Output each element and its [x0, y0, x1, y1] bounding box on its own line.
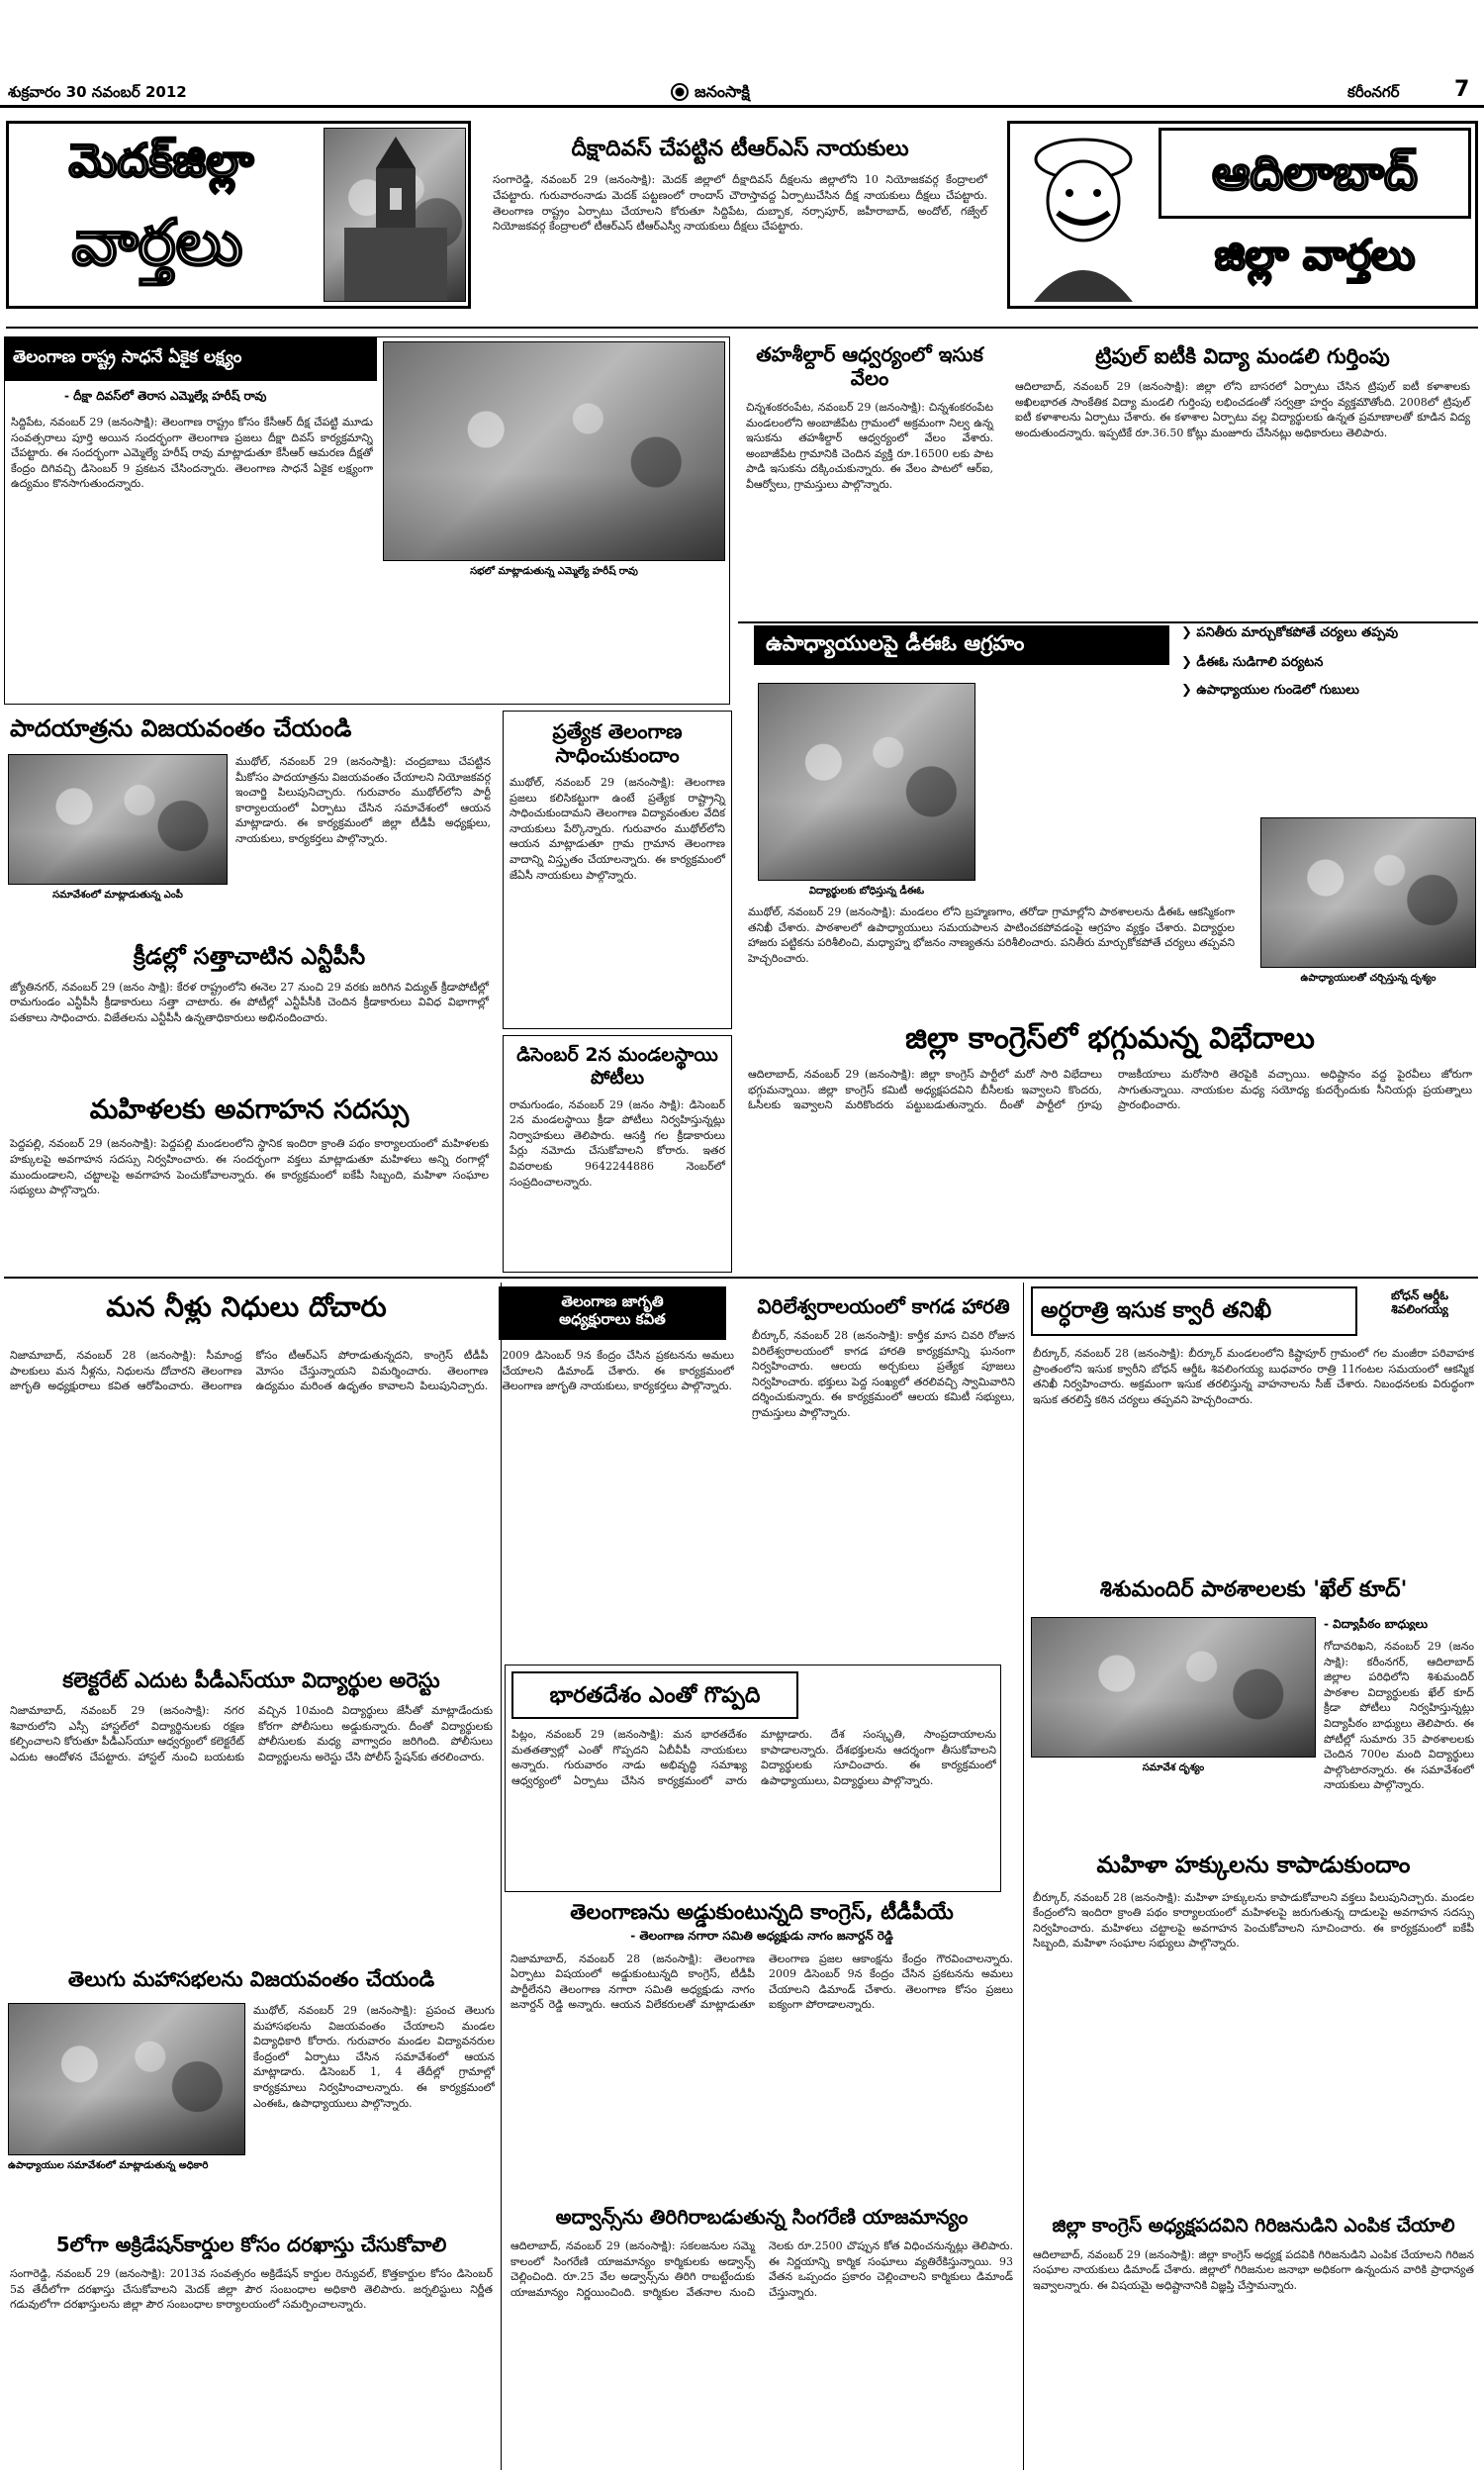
article-women-awareness [4, 1089, 495, 1273]
article-india-great [505, 1665, 1001, 1892]
article-subheadline: - విద్యాపీఠం బాధ్యులు [1324, 1617, 1429, 1631]
article-headline: జిల్లా కాంగ్రెస్ అధ్యక్షపదవిని గిరిజనుడిని ఎంపిక చేయాలి [1052, 2215, 1455, 2236]
article-headline: క్రీడల్లో సత్తాచాటిన ఎన్టీపీసీ [133, 944, 366, 970]
article-body: ముథోల్, నవంబర్ 29 (జనంసాక్షి): మండలం లోని బ్రహ్మణగాం, తరోడా గ్రామాల్లోని పాఠశాలలను డీఈఓ ఆకస్మికంగా తనిఖీ చేశారు. పాఠశాలలో ఉపాధ్యాయులు సమయపాలన పాటించకపోవడంపై ఆగ్రహం వ్యక్తం చేశారు. విద్యార్థుల హాజరు పట్టికను పరిశీలించి, మధ్యాహ్న భోజనం నాణ్యతను పరిశీలించారు. పనితీరు మార్చుకోకపోతే చర్యలు తప్పవని హెచ్చరించారు. [748, 905, 1235, 965]
article-body: జ్యోతినగర్, నవంబర్ 29 (జనం సాక్షి): కేరళ రాష్ట్రంలోని ఈనెల 27 నుంచి 29 వరకు జరిగిన విద్యుత్ క్రీడాపోటీల్లో రామగుండం ఎన్టీపీసీ క్రీడాకారులు సత్తా చాటారు. ఈ పోటీల్లో ఎన్టీపీసీకి చెందిన క్రీడాకారులు వివిధ విభాగాల్లో పతకాలు సాధించారు. విజేతలను ఎన్టీపీసీ ఉన్నతాధికారులు అభినందించారు. [10, 980, 489, 1024]
church-icon [325, 129, 466, 302]
arrow-icon: ❯ [1181, 683, 1197, 698]
col-rule-right [738, 621, 1478, 623]
article-blocking-telangana [505, 1896, 1019, 2193]
page-number: 7 [1454, 77, 1470, 102]
side-label-line2: శివలింగయ్య [1391, 1302, 1448, 1317]
arrow-icon: ❯ [1181, 655, 1197, 670]
article-tribal-president [1027, 2209, 1480, 2466]
bullet-list [1181, 625, 1478, 711]
article-photo-1 [758, 683, 975, 881]
masthead-rule [0, 105, 1484, 108]
medak-church-photo [324, 128, 466, 302]
article-headline: పాదయాత్రను విజయవంతం చేయండి [10, 714, 352, 742]
article-photo [383, 341, 725, 561]
article-body: బీర్కూర్, నవంబర్ 28 (జనంసాక్షి): బీర్కూర్ మండలంలోని కిష్టాపూర్ గ్రామంలో గల మంజీరా పరివాహక ప్రాంతంలోని ఇసుక క్వారీని బోధన్ ఆర్డీఓ శివలింగయ్య బుధవారం రాత్రి 11గంటల సమయంలో ఆకస్మిక తనిఖీ నిర్వహించారు. అక్రమంగా ఇసుక తరలిస్తున్న వాహనాలను సీజ్ చేశారు. నిబంధనలకు విరుద్ధంగా ఇసుక తరలిస్తే కఠిన చర్యలు తప్పవని హెచ్చరించారు. [1033, 1347, 1474, 1406]
mid-rule [4, 1277, 1478, 1279]
bullet-item: ❯ పనితీరు మార్చుకోకపోతే చర్యలు తప్పవు [1181, 625, 1399, 640]
article-body: ఆదిలాబాద్, నవంబర్ 29 (జనంసాక్షి): జిల్లా కాంగ్రెస్ అధ్యక్ష పదవికి గిరిజనుడిని ఎంపిక చేయాలని గిరిజన సంఘాల నాయకులు డిమాండ్ చేశారు. జిల్లాలో గిరిజనుల జనాభా అధికంగా ఉన్నందున వారికి ప్రాధాన్యత ఇవ్వాలన్నారు. ఈ విషయమై అధిష్టానానికి విజ్ఞప్తి చేస్తామన్నారు. [1033, 2247, 1474, 2293]
article-body: ముథోల్, నవంబర్ 29 (జనంసాక్షి): తెలంగాణ ప్రజలు కలిసికట్టుగా ఉంటే ప్రత్యేక రాష్ట్రాన్ని సాధించుకుందామని తెలంగాణ విద్యావంతుల వేదిక నాయకులు పేర్కొన్నారు. గురువారం ముథోల్‌లోని ఆయన మాట్లాడుతూ గ్రామ గ్రామాన తెలంగాణ వాదాన్ని విస్తృతం చేయాలన్నారు. ఈ కార్యక్రమంలో జేఏసీ నాయకులు పాల్గొన్నారు. [510, 776, 725, 882]
masthead [0, 0, 1484, 109]
article-ntpc-sports [4, 940, 495, 1081]
article-headline: తహశీల్దార్ ఆధ్వర్యంలో ఇసుక వేలం [756, 342, 983, 390]
article-diksha-divas [483, 129, 997, 332]
article-headline: కలెక్టరేట్ ఎదుట పీడీఎస్‌యూ విద్యార్థుల అరెస్టు [62, 1668, 440, 1692]
article-headline: 5లోగా అక్రిడేషన్‌కార్డుల కోసం దరఖాస్తు చేసుకోవాలి [55, 2233, 447, 2256]
article-headline: మహిళలకు అవగాహన సదస్సు [89, 1094, 410, 1125]
article-body: ఆదిలాబాద్, నవంబర్ 29 (జనంసాక్షి): సకలజనుల సమ్మె కాలంలో సింగరేణి యాజమాన్యం కార్మికులకు అడ్వాన్స్ చెల్లించింది. రూ.25 వేల అడ్వాన్స్‌ను తిరిగి రాబట్టేందుకు యాజమాన్యం నిర్ణయించింది. కార్మికుల వేతనాల నుంచి నెలకు రూ.2500 చొప్పున కోత విధించనున్నట్లు తెలిపారు. ఈ నిర్ణయాన్ని కార్మిక సంఘాలు వ్యతిరేకిస్తున్నాయి. 93 వేతన ఒప్పందం ప్రకారం చెల్లించాలని కార్మికులు డిమాండ్ చేస్తున్నారు. [510, 2239, 1013, 2299]
article-telugu-conference [4, 1963, 499, 2221]
article-body: ఆదిలాబాద్, నవంబర్ 29 (జనంసాక్షి): జిల్లా కాంగ్రెస్ పార్టీలో మరో సారి విభేదాలు భగ్గుమన్నాయి. జిల్లా కాంగ్రెస్ కమిటీ అధ్యక్షపదవిని బీసీలకు ఇవ్వాలని కొందరు, ఓసీలకు ఇవ్వాలని మరికొందరు పట్టుబడుతున్నారు. దీంతో పార్టీలో గ్రూపు రాజకీయాలు మరోసారి తెరపైకి వచ్చాయి. అధిష్టానం వద్ద పైరవీలు జోరుగా సాగుతున్నాయి. నాయకుల మధ్య సయోధ్య కుదర్చేందుకు సీనియర్లు ప్రయత్నాలు ప్రారంభించారు. [748, 1068, 1472, 1112]
article-body: నిజామాబాద్, నవంబర్ 28 (జనంసాక్షి): సీమాంధ్ర పాలకులు మన నీళ్లను, నిధులను దోచారని తెలంగాణ జాగృతి అధ్యక్షురాలు కవిత ఆరోపించారు. తెలంగాణ కోసం టీఆర్ఎస్ పోరాడుతున్నదని, కాంగ్రెస్ టీడీపీ మోసం చేస్తున్నాయని విమర్శించారు. తెలంగాణ ఉద్యమం మరింత ఉధృతం కావాలని పిలుపునిచ్చారు. 2009 డిసెంబర్ 9న కేంద్రం చేసిన ప్రకటనను అమలు చేయాలని డిమాండ్ చేశారు. ఈ కార్యక్రమంలో తెలంగాణ జాగృతి నాయకులు, కార్యకర్తలు పాల్గొన్నారు. [10, 1349, 734, 1393]
article-body: బీర్కూర్, నవంబర్ 28 (జనంసాక్షి): మహిళా హక్కులను కాపాడుకోవాలని వక్తలు పిలుపునిచ్చారు. మండల కేంద్రంలోని ఇందిరా క్రాంతి పథం కార్యాలయంలో మహిళలపై జరుగుతున్న దాడులపై అవగాహన సదస్సు నిర్వహించారు. మహిళలు చట్టాలపై అవగాహన పెంచుకోవాలని సూచించారు. ఈ కార్యక్రమంలో ఐకేపీ సిబ్బంది, మహిళా సంఘాల సభ్యులు పాల్గొన్నారు. [1033, 1890, 1474, 1951]
article-photo [1031, 1617, 1316, 1758]
article-photo-caption: ఉపాధ్యాయుల సమావేశంలో మాట్లాడుతున్న అధికారి [8, 2160, 209, 2171]
article-telangana-goal [4, 336, 730, 705]
article-body: పిట్లం, నవంబర్ 29 (జనంసాక్షి): మన భారతదేశం మతతత్వాల్లో ఎంతో గొప్పదని ఏబీవీపీ నాయకులు అన్నారు. గురువారం నాడు అభివృద్ధి సమాఖ్య ఆధ్వర్యంలో ఏర్పాటు చేసిన కార్యక్రమంలో వారు మాట్లాడారు. దేశ సంస్కృతి, సాంప్రదాయాలను కాపాడాలన్నారు. దేశభక్తులను ఆదర్శంగా తీసుకోవాలని విద్యార్థులకు సూచించారు. ఈ కార్యక్రమంలో ఉపాధ్యాయులు, విద్యార్థులు పాల్గొన్నారు. [511, 1728, 996, 1787]
article-khel-kood [1027, 1573, 1480, 1841]
adilabad-cartoon [1014, 130, 1153, 302]
masthead-date: శుక్రవారం 30 నవంబర్ 2012 [8, 83, 187, 101]
bullet-item: ❯ డీఈఓ సుడిగాలి పర్యటన [1181, 655, 1324, 670]
adilabad-title-box [1159, 128, 1471, 219]
article-sand-quarry [1027, 1283, 1480, 1570]
article-pdsu-arrest [4, 1665, 499, 1961]
col-divider-left [501, 1283, 502, 2470]
article-body: సంగారెడ్డి, నవంబర్ 29 (జనంసాక్షి): 2013వ సంవత్సరం అక్రిడేషన్ కార్డుల రెన్యువల్, కొత్తకార్డుల కోసం డిసెంబర్ 5వ తేదీలోగా దరఖాస్తు చేసుకోవాలని మెదక్ జిల్లా పౌర సంబంధాల అధికారి తెలిపారు. జర్నలిస్టులు నిర్ణీత గడువులోగా దరఖాస్తులను జిల్లా పౌర సంబంధాల కార్యాలయంలో సమర్పించాలన్నారు. [10, 2267, 493, 2312]
article-congress-rift [740, 1017, 1480, 1265]
article-singareni [505, 2199, 1019, 2466]
article-headline: ట్రిపుల్ ఐటీకి విద్యా మండలి గుర్తింపు [1095, 344, 1390, 368]
article-subheadline: - దీక్షా దివస్‌లో తెరాస ఎమ్మెల్యే హరీష్ రావు [64, 389, 267, 403]
article-headline: శిశుమందిర్ పాఠశాలలకు 'ఖేల్ కూద్' [1099, 1577, 1408, 1602]
adilabad-title: ఆదిలాబాద్ [1212, 145, 1418, 201]
article-headline: అద్వాన్స్‌ను తిరిగిరాబడుతున్న సింగరేణి యాజమాన్యం [555, 2205, 969, 2229]
article-water-funds [4, 1283, 740, 1659]
cartoon-man-icon [1014, 130, 1153, 302]
side-label [1365, 1288, 1474, 1317]
medak-title-line1: మెదక్‌జిల్లా [68, 134, 254, 187]
article-headline: భారతదేశం ఎంతో గొప్పది [511, 1671, 798, 1719]
medak-title-line2: వార్తలు [71, 207, 243, 280]
article-photo-caption: సభలో మాట్లాడుతున్న ఎమ్మెల్యే హరీష్ రావు [470, 566, 638, 577]
article-photo-caption: సమావేశంలో మాట్లాడుతున్న ఎంపీ [52, 890, 183, 901]
row1-rule [6, 327, 1478, 329]
article-body: రామగుండం, నవంబర్ 29 (జనం సాక్షి): డిసెంబర్ 2న మండలస్థాయి క్రీడా పోటీలు నిర్వహిస్తున్నట్లు నిర్వాహకులు తెలిపారు. ఆసక్తి గల క్రీడాకారులు పేర్లు నమోదు చేసుకోవాలని కోరారు. ఇతర వివరాలకు 9642244886 నెంబర్‌లో సంప్రదించాలన్నారు. [510, 1097, 725, 1189]
medak-banner [6, 121, 471, 309]
article-kagada-harathi [746, 1283, 1021, 1659]
side-label-line1: బోధన్ ఆర్డీఓ [1391, 1288, 1448, 1302]
article-headline: డిసెంబర్ 2న మండలస్థాయి పోటీలు [516, 1044, 718, 1089]
article-photo-caption: సమావేశ దృశ్యం [1142, 1762, 1205, 1773]
author-label-line1: తెలంగాణ జాగృతి [561, 1292, 664, 1310]
article-body: సంగారెడ్డి, నవంబర్ 29 (జనంసాక్షి): మెదక్ జిల్లాలో దీక్షాదివస్ దీక్షలను జిల్లాలోని 10 నియోజకవర్గ కేంద్రాలలో చేపట్టారు. గురువారంనాడు మెదక్ పట్టణంలో రాందాస్ చౌరాస్తావద్ద ఏర్పాటుచేసిన దీక్ష నాయకులు దీక్షలు చేపట్టారు. తెలంగాణ రాష్ట్రం ఏర్పాటు చేయాలని కోరుతూ సిద్దిపేట, దుబ్బాక, నర్సాపూర్, జహీరాబాద్, అందోల్, గజ్వేల్ నియోజకవర్గ కేంద్రాలలో టీఆర్ఎస్ టీఆర్ఎస్వీ నాయకులు దీక్షలు చేపట్టారు. [493, 173, 987, 234]
article-photo-2 [1260, 817, 1476, 968]
article-photo [8, 2003, 245, 2155]
article-headline: జిల్లా కాంగ్రెస్‌లో భగ్గుమన్న విభేదాలు [905, 1021, 1315, 1056]
article-body: సిద్దిపేట, నవంబర్ 29 (జనంసాక్షి): తెలంగాణ రాష్ట్రం కోసం కేసీఆర్ దీక్ష చేపట్టి మూడు సంవత్సరాలు పూర్తి అయిన సందర్భంగా తెలంగాణ ప్రజలు దీక్షా దివస్ కార్యక్రమాన్ని చేపట్టారు. ఈ సందర్భంగా ఎమ్మెల్యే హరీష్ రావు మాట్లాడుతూ కేసీఆర్ ఆమరణ దీక్షతో కేంద్రం దిగివచ్చి డిసెంబర్ 9 ప్రకటన చేసిందన్నారు. తెలంగాణ సాధనే ఏకైక లక్ష్యంగా ఉద్యమం కొనసాగుతుందన్నారు. [11, 416, 373, 491]
article-body: పెద్దపల్లి, నవంబర్ 29 (జనంసాక్షి): పెద్దపల్లి మండలంలోని స్థానిక ఇందిరా క్రాంతి పథం కార్యాలయంలో మహిళలకు హక్కులపై అవగాహన సదస్సు నిర్వహించారు. ఈ సందర్భంగా వక్తలు మాట్లాడుతూ మహిళలు అన్ని రంగాల్లో ముందుండాలని, చట్టాలపై అవగాహన పెంచుకోవాలన్నారు. ఈ కార్యక్రమంలో ఐకేపీ సిబ్బంది, మహిళా సంఘాల సభ్యులు పాల్గొన్నారు. [10, 1137, 489, 1197]
article-headline: అర్ధరాత్రి ఇసుక క్వారీ తనిఖీ [1031, 1286, 1357, 1336]
article-accreditation [4, 2227, 499, 2464]
article-body: ముథోల్, నవంబర్ 29 (జనంసాక్షి): ప్రపంచ తెలుగు మహాసభలను విజయవంతం చేయాలని మండల విద్యాధికారి కోరారు. గురువారం మండల విద్యావనరుల కేంద్రంలో ఏర్పాటు చేసిన సమావేశంలో ఆయన మాట్లాడారు. డిసెంబర్ 1, 4 తేదీల్లో గ్రామాల్లో కార్యక్రమాలు నిర్వహించాలన్నారు. ఈ కార్యక్రమంలో ఎంఈఓ, ఉపాధ్యాయులు పాల్గొన్నారు. [253, 2004, 495, 2110]
article-body: ముథోల్, నవంబర్ 29 (జనంసాక్షి): చంద్రబాబు చేపట్టిన మీకోసం పాదయాత్రను విజయవంతం చేయాలని నియోజకవర్గ ఇంచార్జి పిలుపునిచ్చారు. గురువారం ముథోల్‌లోని పార్టీ కార్యాలయంలో ఏర్పాటు చేసిన సమావేశంలో ఆయన మాట్లాడారు. ఈ కార్యక్రమంలో జిల్లా టీడీపీ అధ్యక్షులు, నాయకులు, కార్యకర్తలు పాల్గొన్నారు. [235, 755, 491, 846]
article-separate-telangana [503, 711, 732, 1029]
article-padayatra [4, 711, 495, 934]
arrow-icon: ❯ [1181, 625, 1197, 640]
adilabad-banner [1007, 121, 1478, 309]
bullet-item: ❯ ఉపాధ్యాయుల గుండెలో గుబులు [1181, 683, 1359, 698]
paper-name: జనంసాక్షి [695, 82, 750, 102]
article-body: నిజామాబాద్, నవంబర్ 29 (జనంసాక్షి): నగర శివారులోని ఎస్సీ హాస్టల్‌లో విద్యార్థినులకు రక్షణ కల్పించాలని కోరుతూ పీడీఎస్‌యూ ఆధ్వర్యంలో కలెక్టరేట్ ఎదుట ఆందోళన చేపట్టారు. హాస్టల్ నుంచి బయటకు వచ్చిన 10మంది విద్యార్థులు జేసీతో మాట్లాడేందుకు కోరగా పోలీసులు అడ్డుకున్నారు. దీంతో విద్యార్థులకు పోలీసులకు మధ్య వాగ్వాదం జరిగింది. పోలీసులు విద్యార్థులను అరెస్టు చేసి పోలీస్ స్టేషన్‌కు తరలించారు. [10, 1704, 493, 1764]
article-body: ఆదిలాబాద్, నవంబర్ 29 (జనంసాక్షి): జిల్లా లోని బాసరలో ఏర్పాటు చేసిన ట్రిపుల్ ఐటీ కళాశాలకు అఖిలభారత సాంకేతిక విద్యా మండలి గుర్తింపు లభించడంతో సర్వత్రా హర్షం వ్యక్తమౌతోంది. 2008లో ట్రిపుల్ ఐటీ కళాశాలను ఏర్పాటు చేశారు. ఈ కళాశాల ఏర్పాటు వల్ల విద్యార్థులకు ఉన్నత ప్రమాణాలతో కూడిన విద్య అందుతుందన్నారు. ఇప్పటికే రూ.36.50 కోట్లు మంజూరు చేసినట్లు అధికారులు తెలిపారు. [1015, 380, 1470, 440]
article-headline: ఉపాధ్యాయులపై డీఈఓ ఆగ్రహం [754, 625, 1169, 665]
logo-emblem-icon [671, 83, 689, 101]
article-headline: తెలుగు మహాసభలను విజయవంతం చేయండి [67, 1967, 435, 1991]
article-headline: మన నీళ్లు నిధులు దోచారు [106, 1290, 387, 1323]
article-subheadline: - తెలంగాణ నగారా సమితి అధ్యక్షుడు నాగం జనార్దన్ రెడ్డి [630, 1929, 893, 1944]
article-headline: ప్రత్యేక తెలంగాణ సాధించుకుందాం [552, 719, 683, 767]
article-headline: తెలంగాణను అడ్డుకుంటున్నది కాంగ్రెస్, టీడీపీయే [570, 1900, 954, 1924]
article-sand-auction [740, 336, 999, 616]
adilabad-subtitle: జిల్లా వార్తలు [1214, 231, 1416, 279]
article-body: గోదావరిఖని, నవంబర్ 29 (జనం సాక్షి): కరీంనగర్, ఆదిలాబాద్ జిల్లాల పరిధిలోని శిశుమందిర్ పాఠశాల విద్యార్థులకు ఖేల్ కూద్ క్రీడా పోటీలు నిర్వహిస్తున్నట్లు విద్యాపీఠం బాధ్యులు తెలిపారు. ఈ పోటీల్లో సుమారు 35 పాఠశాలలకు చెందిన 700ల మంది విద్యార్థులు పాల్గొంటారన్నారు. ఈ సమావేశంలో నాయకులు పాల్గొన్నారు. [1324, 1640, 1474, 1792]
col-divider-right [1023, 1283, 1024, 2470]
article-photo [8, 754, 228, 885]
masthead-logo [671, 79, 819, 105]
article-headline: దీక్షాదివస్ చేపట్టిన టీఆర్ఎస్ నాయకులు [571, 137, 909, 161]
article-deo-anger [740, 625, 1480, 1011]
author-label-line2: అధ్యక్షురాలు కవిత [559, 1310, 666, 1328]
article-headline: విరిలేశ్వరాలయంలో కాగడ హారతి [757, 1294, 1010, 1318]
article-body: నిజామాబాద్, నవంబర్ 28 (జనంసాక్షి): తెలంగాణ ఏర్పాటు విషయంలో అడ్డుకుంటున్నది కాంగ్రెస్, టీడీపీ పార్టీలేనని తెలంగాణ నగారా సమితి అధ్యక్షుడు నాగం జనార్దన్ రెడ్డి అన్నారు. ఆయన విలేకరులతో మాట్లాడుతూ తెలంగాణ ప్రజల ఆకాంక్షను కేంద్రం గౌరవించాలన్నారు. 2009 డిసెంబర్ 9న కేంద్రం చేసిన ప్రకటనను అమలు చేయాలని డిమాండ్ చేశారు. తెలంగాణ కోసం ప్రజలు ఐక్యంగా పోరాడాలన్నారు. [510, 1951, 1013, 2012]
article-headline: మహిళా హక్కులను కాపాడుకుందాం [1096, 1853, 1411, 1878]
article-body: బీర్కూర్, నవంబర్ 28 (జనంసాక్షి): కార్తీక మాస చివరి రోజున విరిలేశ్వరాలయంలో కాగడ హారతి కార్యక్రమాన్ని ఘనంగా నిర్వహించారు. ఆలయ అర్చకులు ప్రత్యేక పూజలు నిర్వహించారు. భక్తులు పెద్ద సంఖ్యలో తరలివచ్చి స్వామివారిని దర్శించుకున్నారు. ఈ కార్యక్రమంలో ఆలయ కమిటీ సభ్యులు, గ్రామస్తులు పాల్గొన్నారు. [752, 1329, 1015, 1420]
article-headline: తెలంగాణ రాష్ట్ర సాధనే ఏకైక లక్ష్యం [5, 337, 377, 381]
article-triple-it [1007, 336, 1478, 616]
article-women-rights [1027, 1847, 1480, 2203]
article-photo-1-caption: విద్యార్థులకు బోధిస్తున్న డీఈఓ [808, 886, 925, 897]
article-mandal-competitions [503, 1035, 732, 1273]
masthead-edition: కరీంనగర్ [1347, 83, 1400, 101]
article-body: చిన్నశంకరంపేట, నవంబర్ 29 (జనంసాక్షి): చిన్నశంకరంపేట మండలంలోని అంబాజీపేట గ్రామంలో అక్రమంగా నిల్వ ఉన్న ఇసుకను తహశీల్దార్ ఆధ్వర్యంలో వేలం వేశారు. అంబాజీపేట గ్రామానికి చెందిన వ్యక్తి రూ.16500 లకు పాట పాడి ఇసుకను దక్కించుకున్నారు. ఈ వేలం పాటలో ఆర్ఐ, వీఆర్వోలు, గ్రామస్తులు పాల్గొన్నారు. [746, 401, 993, 492]
article-photo-2-caption: ఉపాధ్యాయులతో చర్చిస్తున్న దృశ్యం [1300, 973, 1437, 984]
author-label-box [499, 1286, 726, 1340]
